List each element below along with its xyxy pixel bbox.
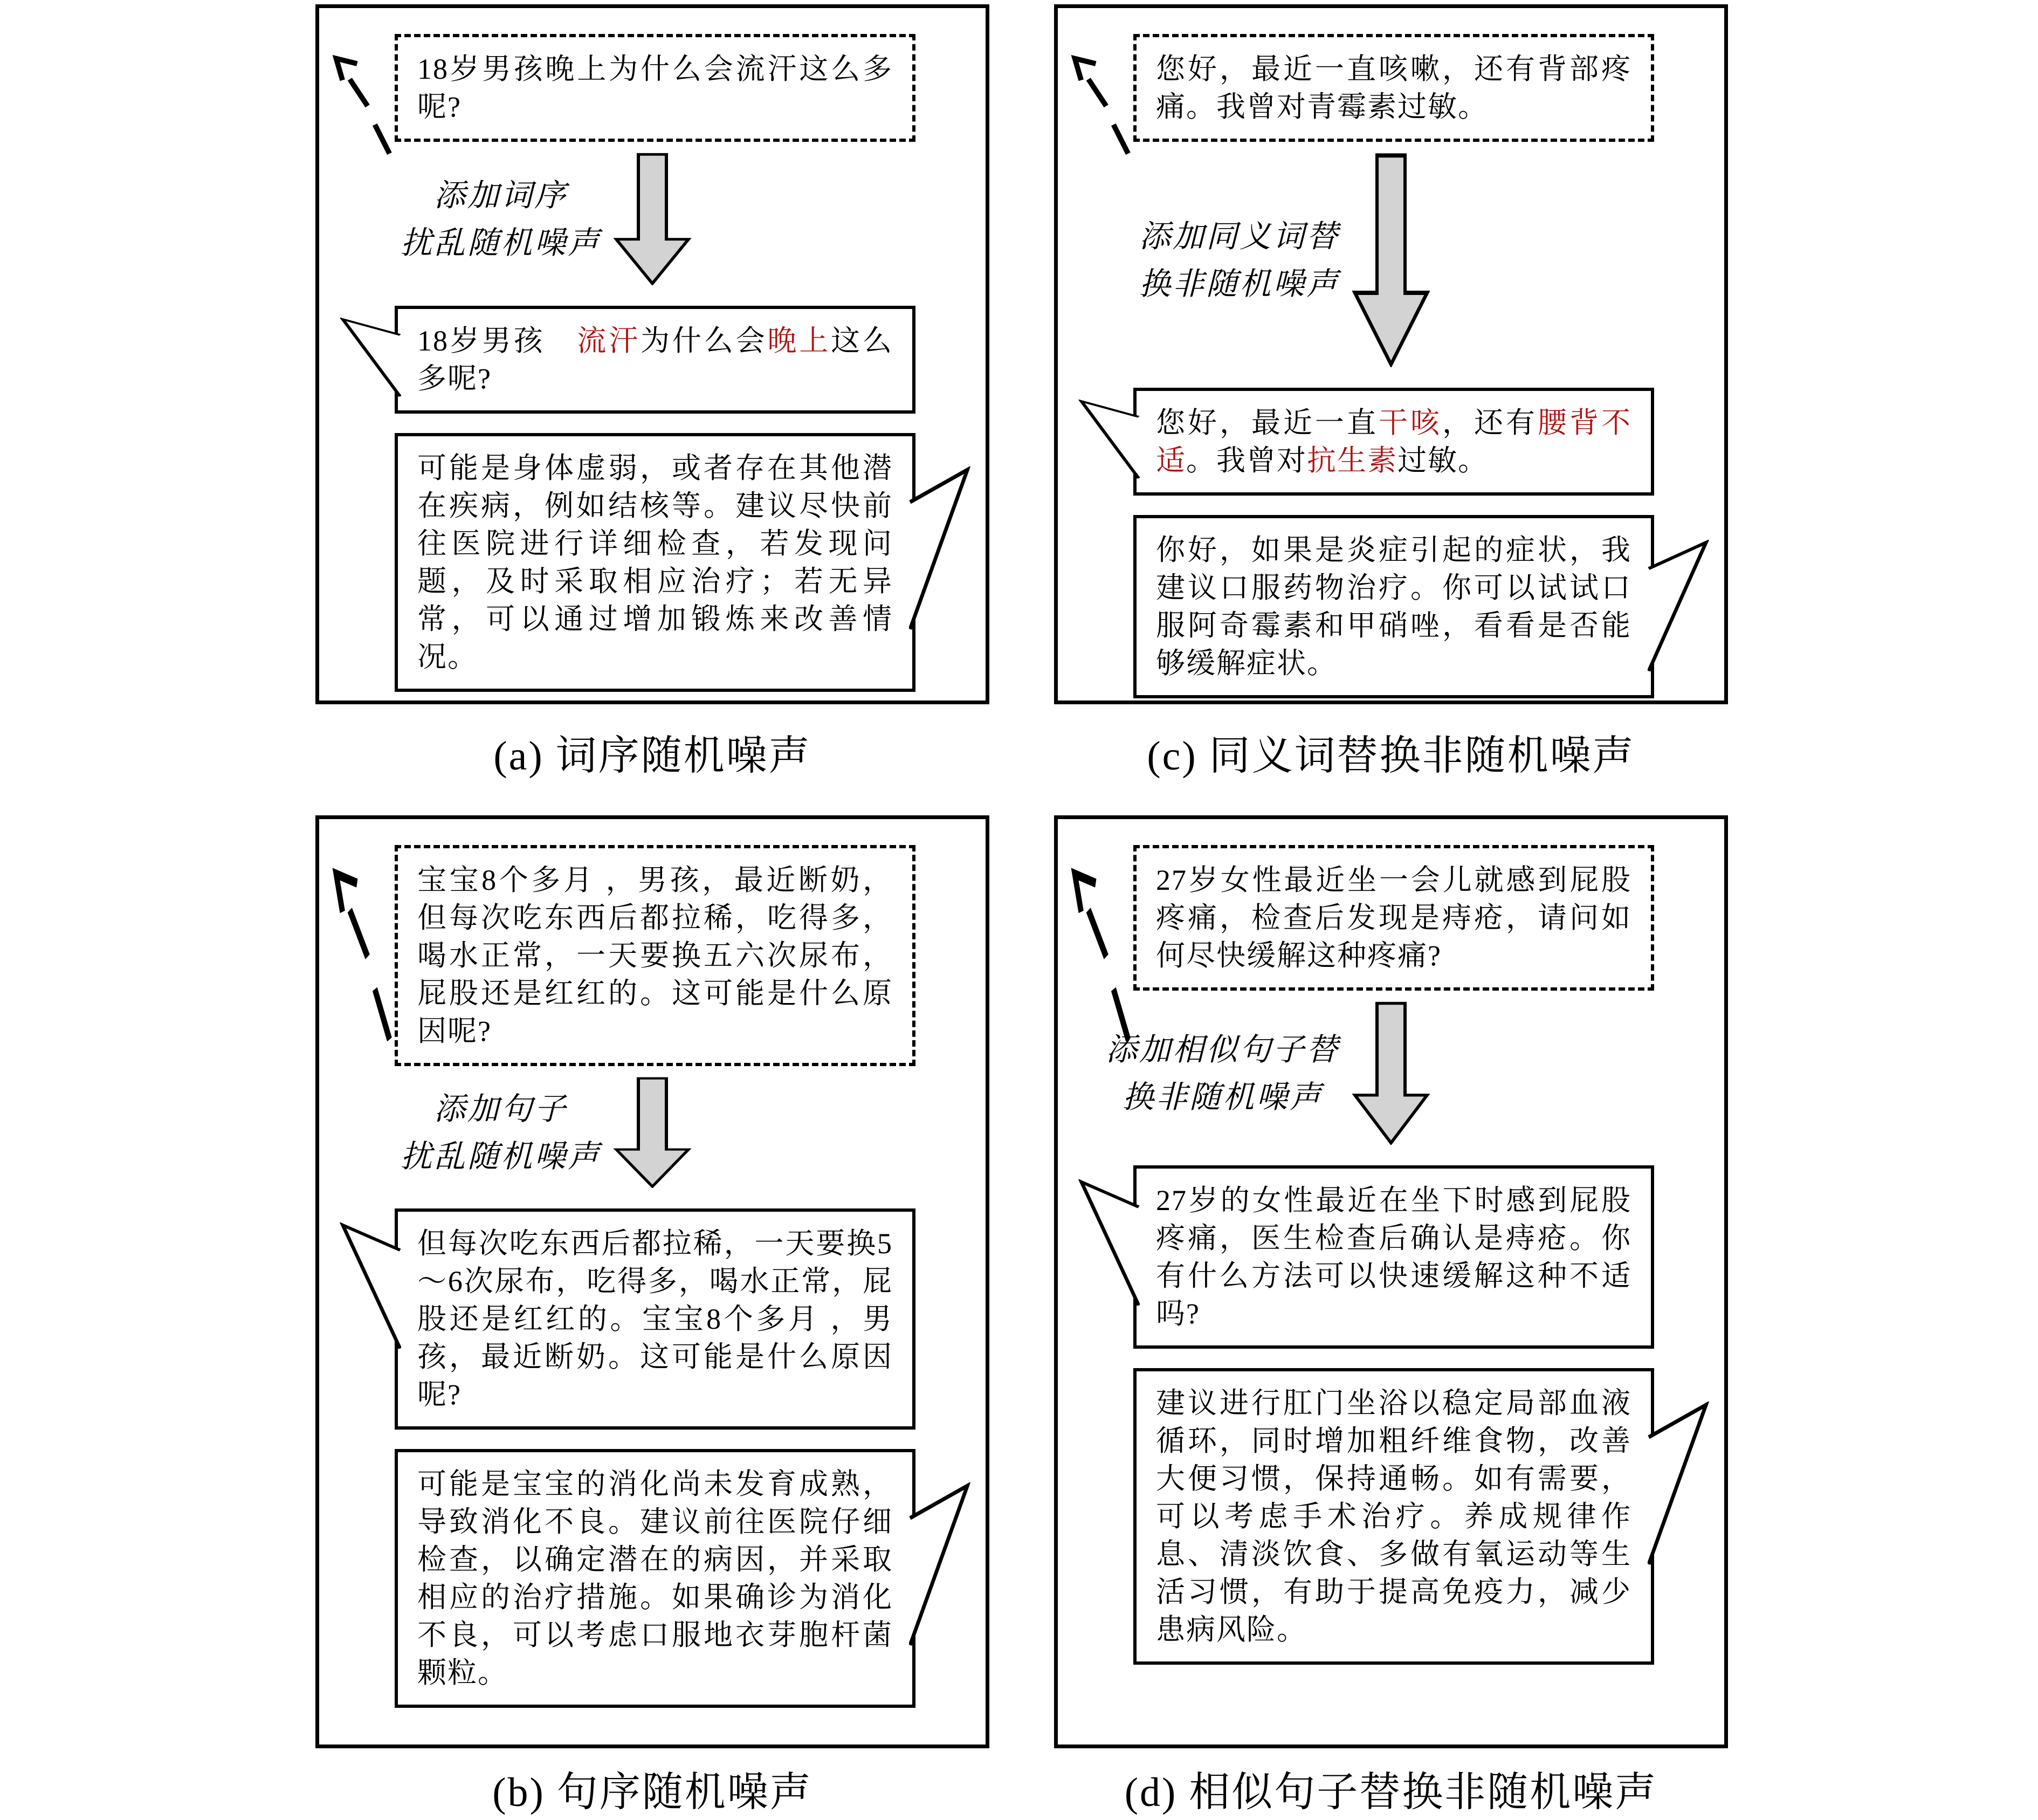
noise-highlight: 腰背不适 bbox=[1156, 407, 1631, 477]
noise-highlight: 抗生素 bbox=[1307, 444, 1397, 477]
answer-bubble bbox=[1133, 1368, 1654, 1665]
speech-tail-right-icon bbox=[1648, 540, 1710, 675]
speech-tail-right-icon bbox=[909, 466, 972, 634]
answer-text: 你好，如果是炎症引起的症状，我建议口服药物治疗。你可以试试口服阿奇霉素和甲硝唑，看看是否能够缓解症状。 bbox=[1156, 534, 1631, 679]
caption-b: (b) 句序随机噪声 bbox=[492, 1770, 813, 1815]
answer-bubble bbox=[395, 1449, 915, 1708]
speech-tail-left-icon bbox=[339, 1223, 401, 1352]
answer-text: 建议进行肛门坐浴以稳定局部血液循环，同时增加粗纤维食物，改善大便习惯，保持通畅。如有需要，可以考虑手术治疗。养成规律作息、清淡饮食、多做有氧运动等生活习惯，有助于提高免疫力，减少患病风险。 bbox=[1156, 1387, 1631, 1646]
dashed-speech-tail-icon bbox=[329, 863, 397, 1079]
user-question-text: 您好，最近一直咳嗽，还有背部疼痛。我曾对青霉素过敏。 bbox=[1156, 53, 1631, 123]
noised-question-text: 18岁男孩 流汗为什么会晚上这么多呢? bbox=[417, 325, 893, 395]
speech-tail-left-icon bbox=[1077, 400, 1140, 480]
user-question-bubble bbox=[1133, 34, 1654, 142]
noise-operation-label-line2: 换非随机噪声 bbox=[1122, 1080, 1323, 1115]
speech-tail-right-icon bbox=[909, 1482, 972, 1650]
noise-operation-c bbox=[1058, 149, 1724, 372]
noise-operation-label-line1: 添加同义词替 bbox=[1139, 219, 1340, 254]
noised-question-bubble bbox=[1133, 388, 1654, 496]
panel-d bbox=[1054, 815, 1728, 1748]
user-question-bubble bbox=[395, 34, 915, 142]
answer-bubble bbox=[395, 433, 915, 692]
speech-tail-left-icon bbox=[339, 318, 401, 399]
user-question-text: 18岁男孩晚上为什么会流汗这么多呢? bbox=[417, 53, 893, 123]
user-question-text: 宝宝8个多月 ，男孩，最近断奶，但每次吃东西后都拉稀，吃得多，喝水正常，一天要换五六次尿布，屁股还是红红的。这可能是什么原因呢? bbox=[417, 864, 893, 1047]
noise-operation-b bbox=[319, 1074, 986, 1192]
speech-tail-right-icon bbox=[1648, 1402, 1710, 1569]
speech-tail-left-icon bbox=[1077, 1179, 1140, 1309]
caption-a: (a) 词序随机噪声 bbox=[493, 733, 811, 779]
noise-operation-label-line2: 扰乱随机噪声 bbox=[400, 225, 601, 260]
noised-question-bubble bbox=[395, 306, 915, 414]
noise-operation-label-line1: 添加相似句子替 bbox=[1105, 1032, 1340, 1067]
noised-question-bubble bbox=[395, 1208, 915, 1430]
noise-operation-label-line1: 添加句子 bbox=[433, 1091, 568, 1127]
panel-b bbox=[315, 815, 989, 1748]
noised-question-bubble bbox=[1133, 1165, 1654, 1349]
caption-d: (d) 相似句子替换非随机噪声 bbox=[1124, 1770, 1658, 1815]
noise-operation-label-line1: 添加词序 bbox=[433, 178, 568, 213]
noise-highlight: 流汗 bbox=[577, 325, 641, 357]
noise-operation-d bbox=[1058, 998, 1724, 1149]
noise-highlight: 干咳 bbox=[1379, 407, 1442, 439]
noise-operation-a bbox=[319, 149, 986, 290]
noise-highlight: 晚上 bbox=[767, 325, 831, 357]
answer-text: 可能是身体虚弱，或者存在其他潜在疾病，例如结核等。建议尽快前往医院进行详细检查，若发现问题，及时采取相应治疗；若无异常，可以通过增加锻炼来改善情况。 bbox=[417, 452, 893, 673]
down-arrow-icon bbox=[612, 1077, 693, 1188]
noise-operation-label bbox=[1139, 213, 1340, 308]
down-arrow-icon bbox=[1351, 153, 1431, 367]
panel-c bbox=[1054, 4, 1728, 704]
noise-operation-label-line2: 扰乱随机噪声 bbox=[400, 1139, 601, 1174]
down-arrow-icon bbox=[1351, 1001, 1431, 1145]
user-question-bubble bbox=[395, 845, 915, 1066]
noised-question-text: 您好，最近一直干咳，还有腰背不适。我曾对抗生素过敏。 bbox=[1156, 407, 1631, 477]
noised-question-text: 27岁的女性最近在坐下时感到屁股疼痛，医生检查后确认是痔疮。你有什么方法可以快速缓解这种不适吗? bbox=[1156, 1184, 1631, 1330]
noise-operation-label bbox=[1106, 1026, 1340, 1121]
answer-text: 可能是宝宝的消化尚未发育成熟，导致消化不良。建议前往医院仔细检查，以确定潜在的病因，并采取相应的治疗措施。如果确诊为消化不良，可以考虑口服地衣芽胞杆菌颗粒。 bbox=[417, 1468, 893, 1689]
panel-a bbox=[315, 4, 989, 704]
noise-operation-label-line2: 换非随机噪声 bbox=[1139, 266, 1340, 301]
noise-operation-label bbox=[401, 172, 601, 267]
noise-operation-label bbox=[401, 1086, 601, 1180]
caption-c: (c) 同义词替换非随机噪声 bbox=[1147, 733, 1635, 779]
user-question-text: 27岁女性最近坐一会儿就感到屁股疼痛，检查后发现是痔疮，请问如何尽快缓解这种疼痛? bbox=[1156, 864, 1631, 972]
user-question-bubble bbox=[1133, 845, 1654, 991]
noised-question-text: 但每次吃东西后都拉稀，一天要换5～6次尿布，吃得多，喝水正常，屁股还是红红的。宝宝8个多月 ，男孩，最近断奶。这可能是什么原因呢? bbox=[417, 1227, 893, 1411]
answer-bubble bbox=[1133, 515, 1654, 698]
down-arrow-icon bbox=[612, 153, 693, 285]
